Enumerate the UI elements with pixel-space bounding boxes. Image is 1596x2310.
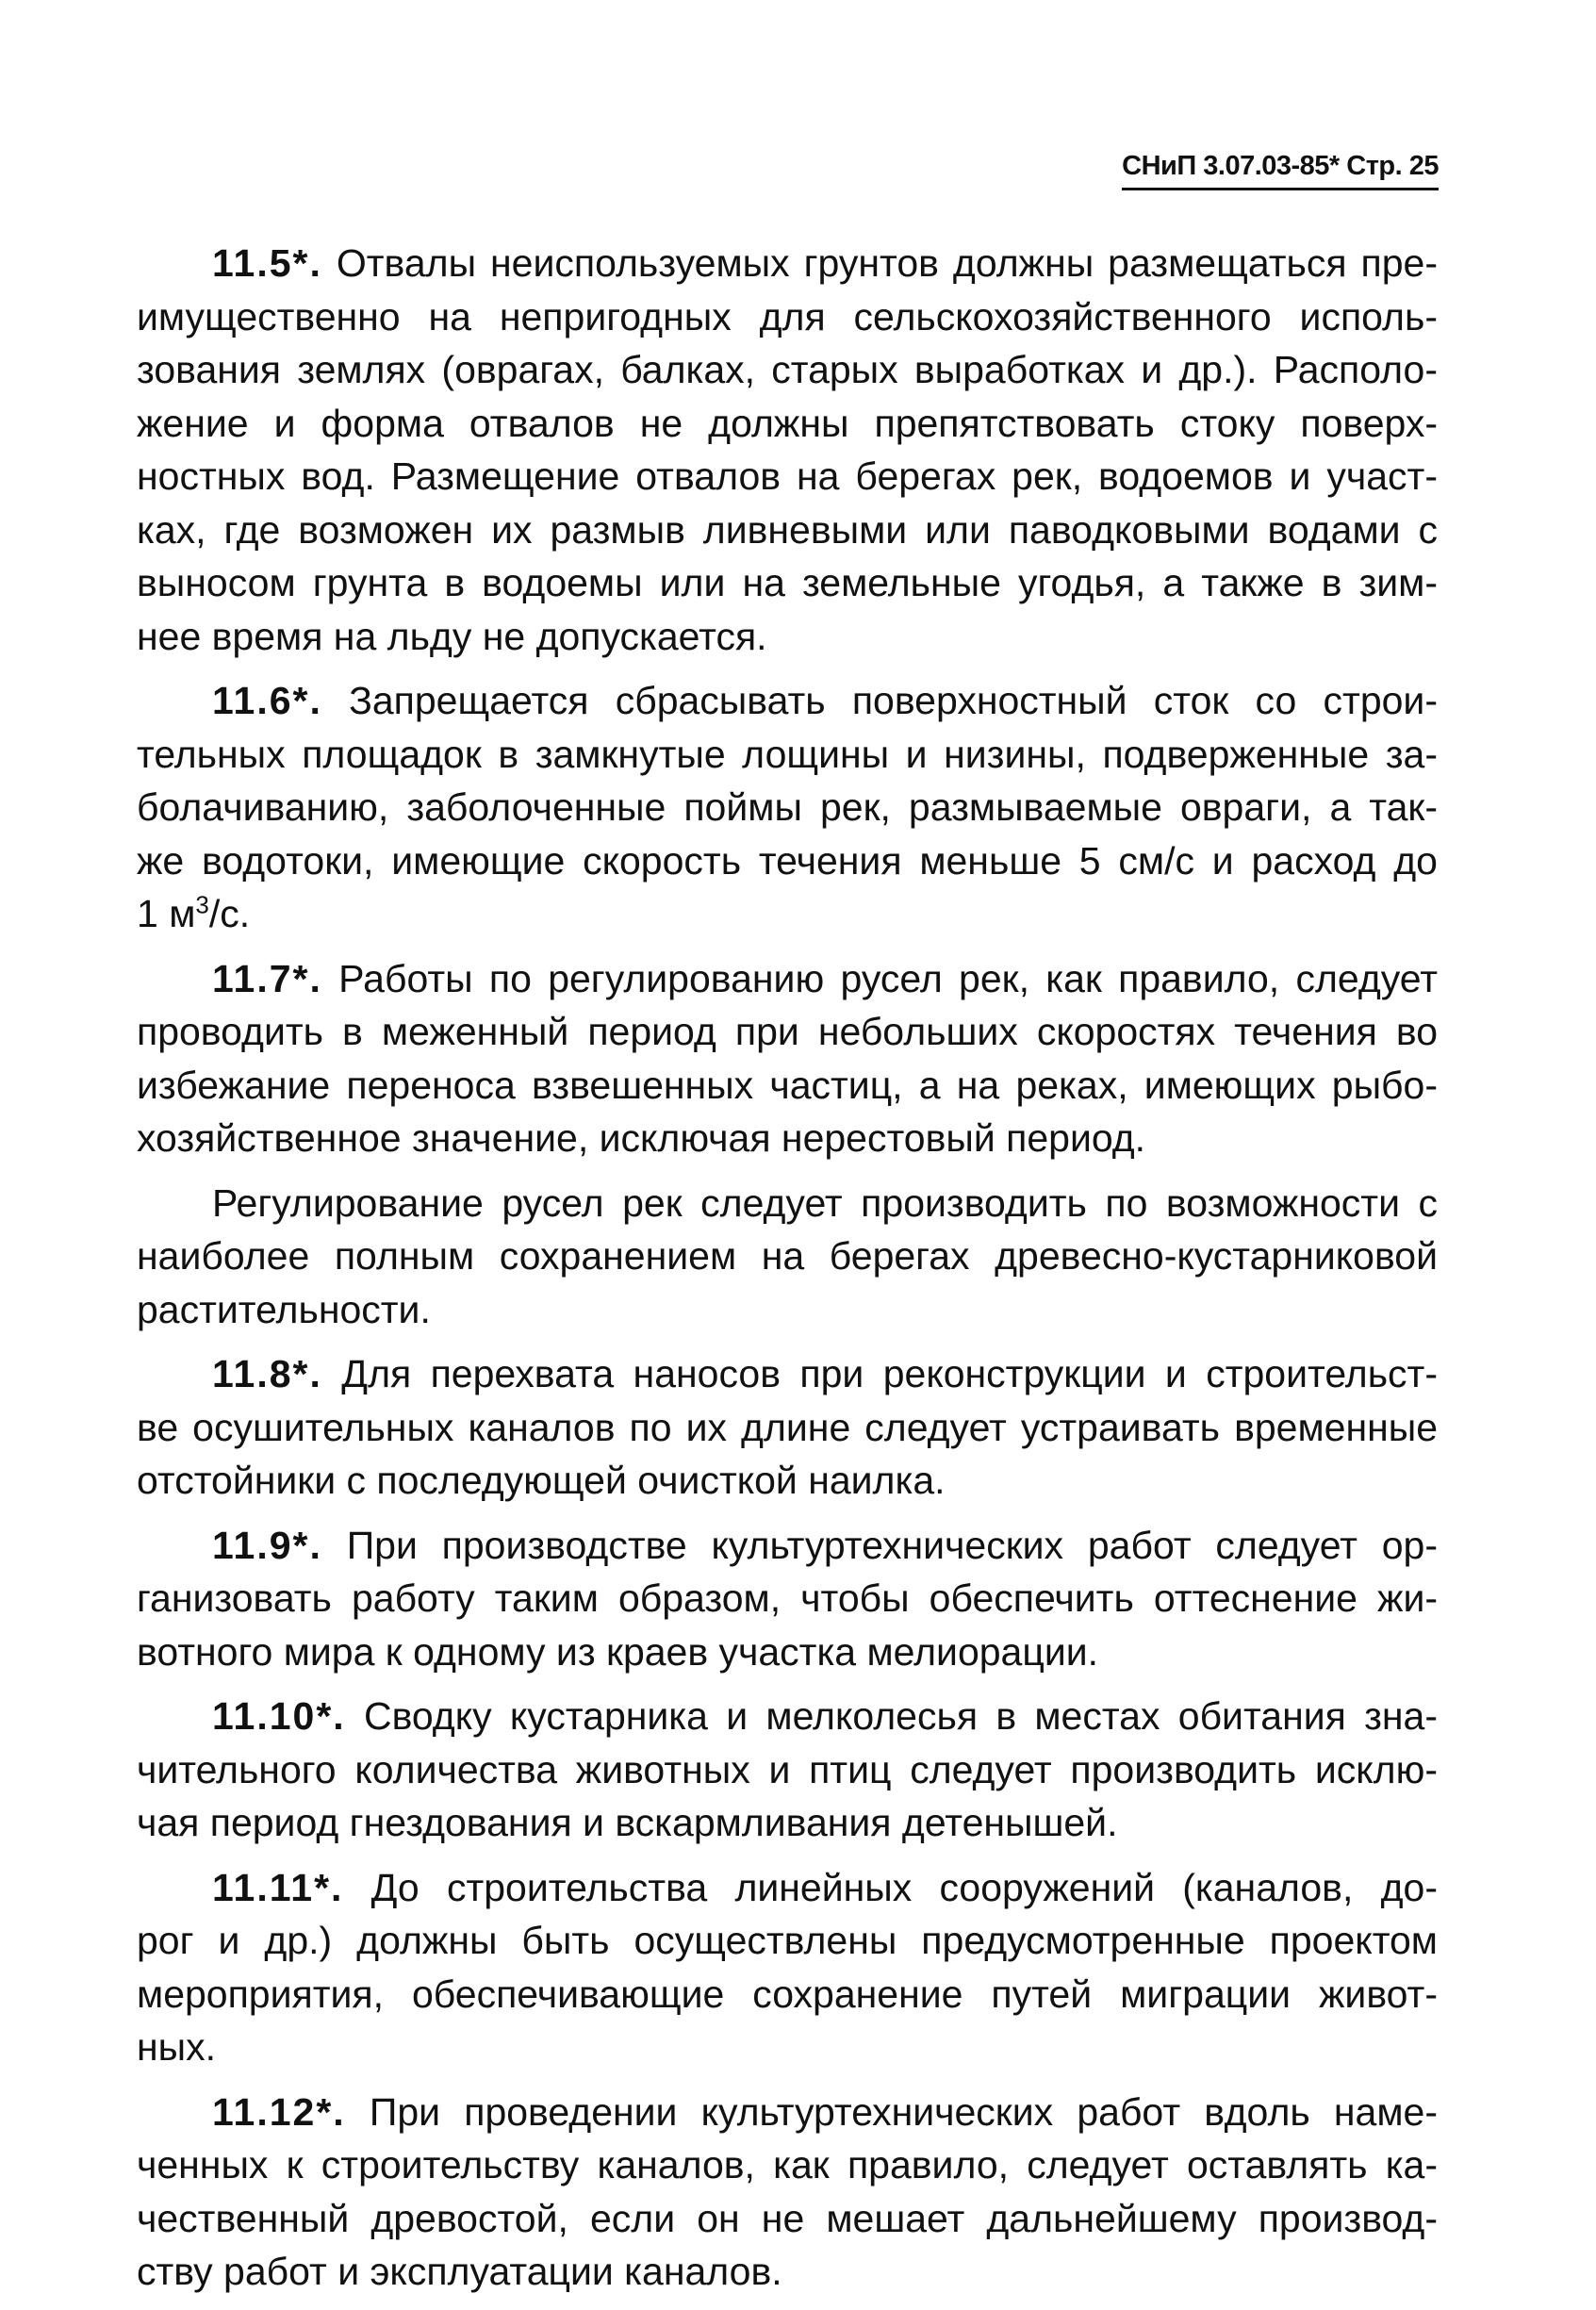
line-text: /с.: [208, 892, 251, 935]
text-line: же водотоки, имеющие скорость течения меньше 5 см/с и расход до: [137, 838, 1438, 883]
text-line: ках, где возможен их размыв ливневыми или паводковыми водами с: [137, 507, 1438, 552]
paragraph-11-11: [137, 1861, 1438, 2074]
line-text: При проведении культуртехнических работ вдоль наме-: [345, 2089, 1438, 2134]
line-text: Сводку кустарника и мелколесья в местах обитания зна-: [345, 1694, 1438, 1738]
text-line: ству работ и эксплуатации каналов.: [137, 2250, 782, 2293]
paragraph-11-6: [137, 674, 1438, 941]
text-line: [137, 1347, 1438, 1401]
text-line: [137, 887, 1438, 941]
text-line: ных.: [137, 2025, 217, 2069]
clause-number: 11.9*.: [212, 1523, 322, 1567]
paragraph-11-8: [137, 1347, 1438, 1508]
paragraph-11-5: [137, 237, 1438, 663]
text-line: мероприятия, обеспечивающие сохранение путей миграции живот-: [137, 1972, 1438, 2016]
line-text: Работы по регулированию русел рек, как правило, следует: [321, 956, 1438, 1000]
text-line: ве осушительных каналов по их длине следует устраивать временные: [137, 1405, 1438, 1449]
document-body: [137, 237, 1438, 2310]
line-text: Отвалы неиспользуемых грунтов должны размещаться пре-: [321, 241, 1438, 285]
text-line: хозяйственное значение, исключая нерестовый период.: [137, 1116, 1146, 1160]
text-line: растительности.: [137, 1287, 431, 1331]
text-line: нее время на льду не допускается.: [137, 614, 767, 658]
paragraph-11-7: [137, 952, 1438, 1165]
text-line: наиболее полным сохранением на берегах древесно-кустарниковой: [137, 1234, 1438, 1278]
text-line: [137, 674, 1438, 728]
text-line: ностных вод. Размещение отвалов на берегах рек, водоемов и участ-: [137, 454, 1438, 498]
clause-number: 11.7*.: [212, 956, 322, 1000]
text-line: проводить в меженный период при небольших скоростях течения во: [137, 1010, 1438, 1053]
text-line: болачиванию, заболоченные поймы рек, размываемые овраги, а так-: [137, 785, 1438, 829]
text-line: отстойники с последующей очисткой наилка.: [137, 1459, 946, 1502]
clause-number: 11.11*.: [212, 1865, 344, 1909]
line-text: До строительства линейных сооружений (каналов, до-: [343, 1865, 1438, 1909]
text-line: имущественно на непригодных для сельскохозяйственного исполь-: [137, 294, 1438, 338]
text-line: [137, 1690, 1438, 1743]
line-text: Запрещается сбрасывать поверхностный сток со строи-: [321, 679, 1438, 722]
clause-number: 11.12*.: [212, 2089, 346, 2134]
text-line: выносом грунта в водоемы или на земельные угодья, а также в зим-: [137, 561, 1438, 604]
text-line: [137, 1519, 1438, 1573]
text-line: ганизовать работу таким образом, чтобы обеспечить оттеснение жи-: [137, 1576, 1438, 1620]
text-line: рог и др.) должны быть осуществлены предусмотренные проектом: [137, 1919, 1438, 1962]
text-line: жение и форма отвалов не должны препятствовать стоку поверх-: [137, 401, 1438, 445]
text-line: [137, 1861, 1438, 1915]
line-text: Для перехвата наносов при реконструкции и строительст-: [321, 1352, 1438, 1395]
text-line: зования землях (оврагах, балках, старых выработках и др.). Располо-: [137, 348, 1438, 391]
line-text: При производстве культуртехнических работ следует ор-: [321, 1523, 1438, 1567]
clause-number: 11.10*.: [212, 1694, 346, 1738]
paragraph-11-7-continued: [137, 1177, 1438, 1337]
line-text: 1 м: [137, 892, 196, 935]
clause-number: 11.5*.: [212, 241, 322, 285]
page-header: СНиП 3.07.03-85* Стр. 25: [1122, 151, 1439, 190]
superscript: 3: [195, 890, 209, 919]
paragraph-11-10: [137, 1690, 1438, 1850]
text-line: чая период гнездования и вскармливания детенышей.: [137, 1801, 1118, 1844]
clause-number: 11.8*.: [212, 1352, 322, 1395]
text-line: вотного мира к одному из краев участка мелиорации.: [137, 1629, 1099, 1674]
text-line: чительного количества животных и птиц следует производить исклю-: [137, 1747, 1438, 1791]
text-line: [137, 2086, 1438, 2139]
text-line: [137, 237, 1438, 290]
text-line: тельных площадок в замкнутые лощины и низины, подверженные за-: [137, 732, 1438, 776]
paragraph-11-9: [137, 1519, 1438, 1679]
text-line: ченных к строительству каналов, как правило, следует оставлять ка-: [137, 2143, 1438, 2186]
text-line: избежание переноса взвешенных частиц, а на реках, имеющих рыбо-: [137, 1063, 1438, 1107]
text-line: [137, 952, 1438, 1006]
text-line: Регулирование русел рек следует производить по возможности с: [212, 1180, 1438, 1225]
clause-number: 11.6*.: [212, 679, 322, 722]
paragraph-11-12: [137, 2086, 1438, 2299]
text-line: чественный древостой, если он не мешает дальнейшему производ-: [137, 2196, 1438, 2240]
